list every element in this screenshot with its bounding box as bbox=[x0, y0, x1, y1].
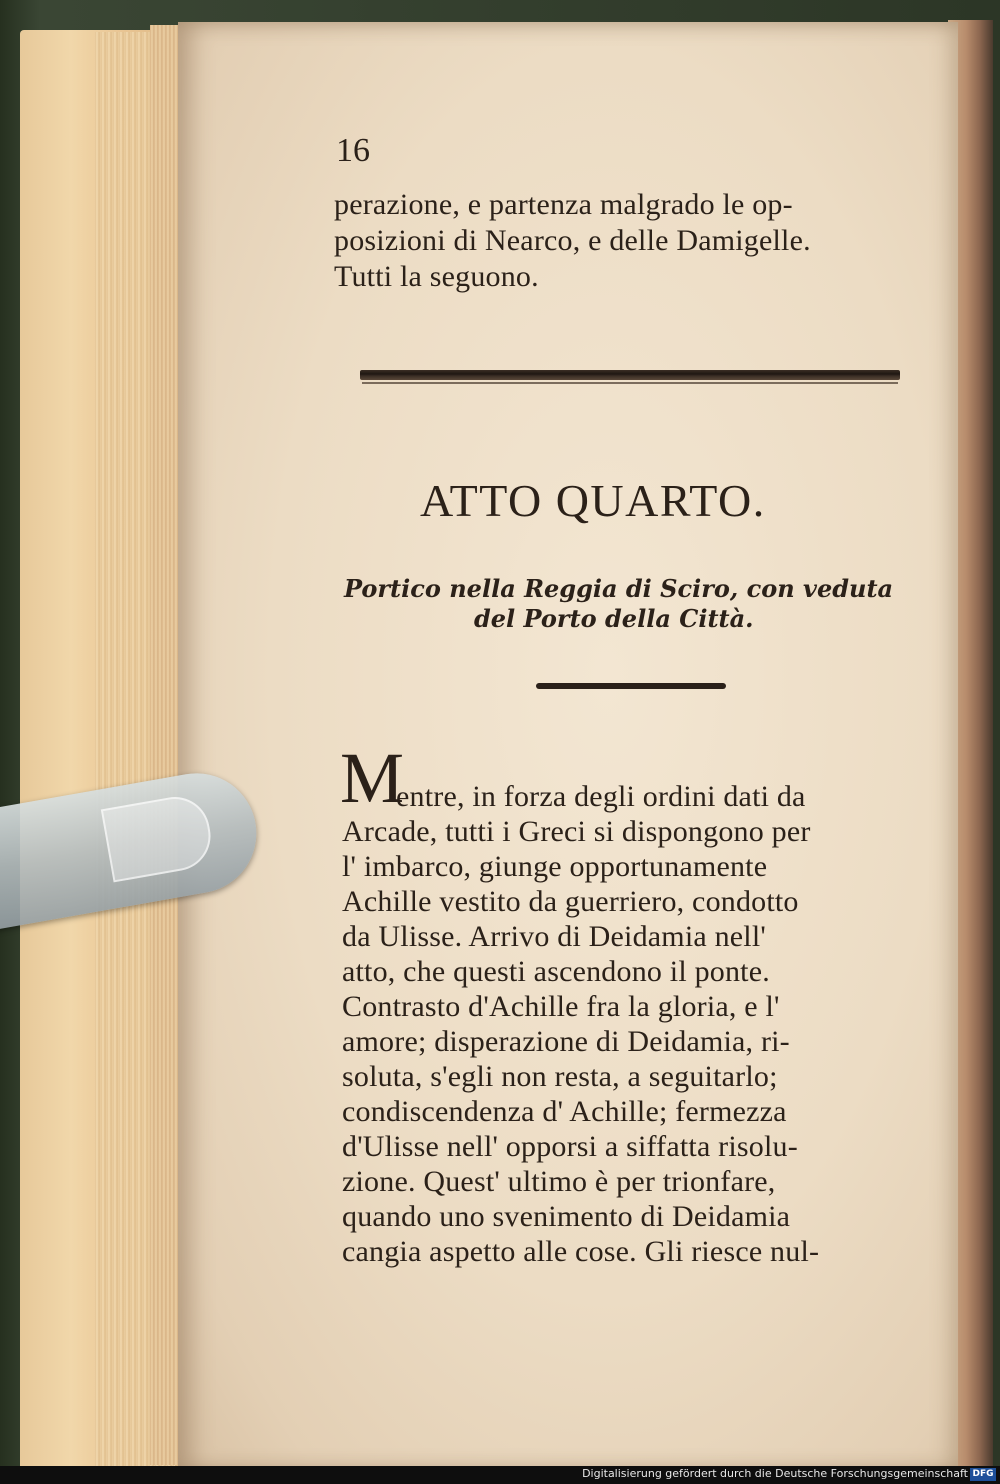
footer-credit: Digitalisierung gefördert durch die Deutsche Forschungsgemeinschaft bbox=[582, 1467, 968, 1480]
paragraph-line: zione. Quest' ultimo è per trionfare, bbox=[342, 1165, 776, 1198]
paragraph-line: entre, in forza degli ordini dati da bbox=[396, 780, 806, 813]
scene-description-line: Portico nella Reggia di Sciro, con veduta bbox=[344, 574, 894, 603]
short-divider bbox=[536, 683, 726, 689]
paragraph-line: amore; disperazione di Deidamia, ri- bbox=[342, 1025, 790, 1058]
section-divider-shadow bbox=[362, 382, 898, 384]
paragraph-line: l' imbarco, giunge opportunamente bbox=[342, 850, 768, 883]
paragraph-line: d'Ulisse nell' opporsi a siffatta risolu- bbox=[342, 1130, 798, 1163]
paragraph-line: condiscendenza d' Achille; fermezza bbox=[342, 1095, 787, 1128]
scene-description-line: del Porto della Città. bbox=[474, 604, 754, 633]
page-clip-highlight bbox=[101, 792, 216, 883]
continuation-line: Tutti la seguono. bbox=[334, 260, 539, 293]
continuation-line: posizioni di Nearco, e delle Damigelle. bbox=[334, 224, 811, 257]
paragraph-line: Arcade, tutti i Greci si dispongono per bbox=[342, 815, 811, 848]
paragraph-line: soluta, s'egli non resta, a seguitarlo; bbox=[342, 1060, 778, 1093]
section-divider bbox=[360, 370, 900, 380]
paragraph-line: quando uno svenimento di Deidamia bbox=[342, 1200, 791, 1233]
drop-cap: M bbox=[340, 738, 405, 818]
paragraph-line: atto, che questi ascendono il ponte. bbox=[342, 955, 770, 988]
paragraph-line: da Ulisse. Arrivo di Deidamia nell' bbox=[342, 920, 766, 953]
dfg-logo-icon: DFG bbox=[970, 1468, 996, 1481]
continuation-line: perazione, e partenza malgrado le op- bbox=[334, 188, 793, 221]
act-title: ATTO QUARTO. bbox=[420, 475, 766, 526]
paragraph-line: Achille vestito da guerriero, condotto bbox=[342, 885, 799, 918]
paragraph-line: Contrasto d'Achille fra la gloria, e l' bbox=[342, 990, 780, 1023]
paragraph-line: cangia aspetto alle cose. Gli riesce nul- bbox=[342, 1235, 820, 1268]
page-number: 16 bbox=[336, 132, 370, 169]
